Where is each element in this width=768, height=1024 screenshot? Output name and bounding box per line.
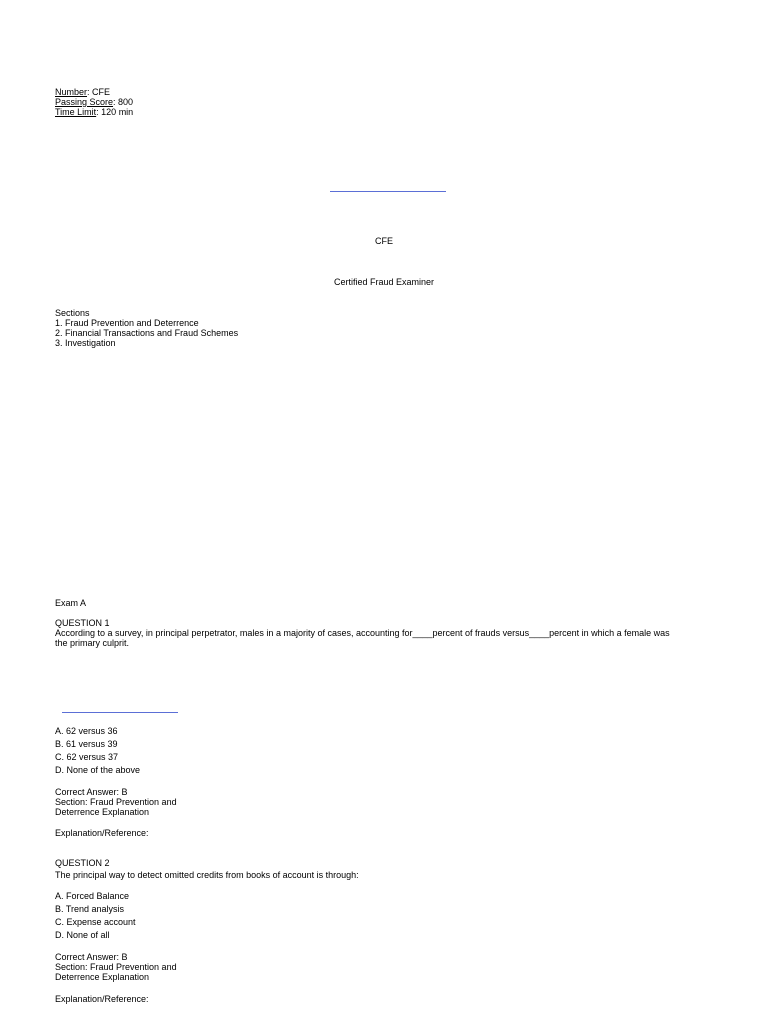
section-info-cont: Deterrence Explanation [55,807,150,817]
divider-rule [62,712,178,713]
correct-answer: Correct Answer: B [55,952,128,962]
question-text-cont: the primary culprit. [55,638,130,648]
answer-option: C. 62 versus 37 [55,752,119,762]
passing-score-value: : 800 [113,97,134,107]
section-info-cont: Deterrence Explanation [55,972,150,982]
answer-option: D. None of the above [55,765,141,775]
answer-option: D. None of all [55,930,110,940]
section-info: Section: Fraud Prevention and [55,962,177,972]
question-text: According to a survey, in principal perpetrator, males in a majority of cases, accounting for____percent of frauds versus____percent in which a female was [55,628,670,638]
time-limit-line [55,107,133,117]
answer-option: B. 61 versus 39 [55,739,118,749]
explanation-label: Explanation/Reference: [55,994,149,1004]
passing-score-label: Passing Score [55,97,114,107]
number-value: : CFE [87,87,111,97]
section-item: 2. Financial Transactions and Fraud Schemes [55,328,239,338]
exam-code: CFE [375,236,393,246]
section-info: Section: Fraud Prevention and [55,797,177,807]
answer-option: B. Trend analysis [55,904,125,914]
question-title: QUESTION 1 [55,618,110,628]
number-line [55,87,110,97]
explanation-label: Explanation/Reference: [55,828,149,838]
number-label: Number [55,87,88,97]
sections-heading: Sections [55,308,90,318]
correct-answer: Correct Answer: B [55,787,128,797]
time-limit-value: : 120 min [96,107,134,117]
time-limit-label: Time Limit [55,107,97,117]
exam-label: Exam A [55,598,87,608]
answer-option: A. Forced Balance [55,891,130,901]
passing-score-line [55,97,133,107]
divider-rule [330,191,446,192]
answer-option: A. 62 versus 36 [55,726,118,736]
question-title: QUESTION 2 [55,858,110,868]
section-item: 3. Investigation [55,338,116,348]
question-text: The principal way to detect omitted credits from books of account is through: [55,870,359,880]
answer-option: C. Expense account [55,917,136,927]
exam-name: Certified Fraud Examiner [333,277,435,287]
section-item: 1. Fraud Prevention and Deterrence [55,318,199,328]
